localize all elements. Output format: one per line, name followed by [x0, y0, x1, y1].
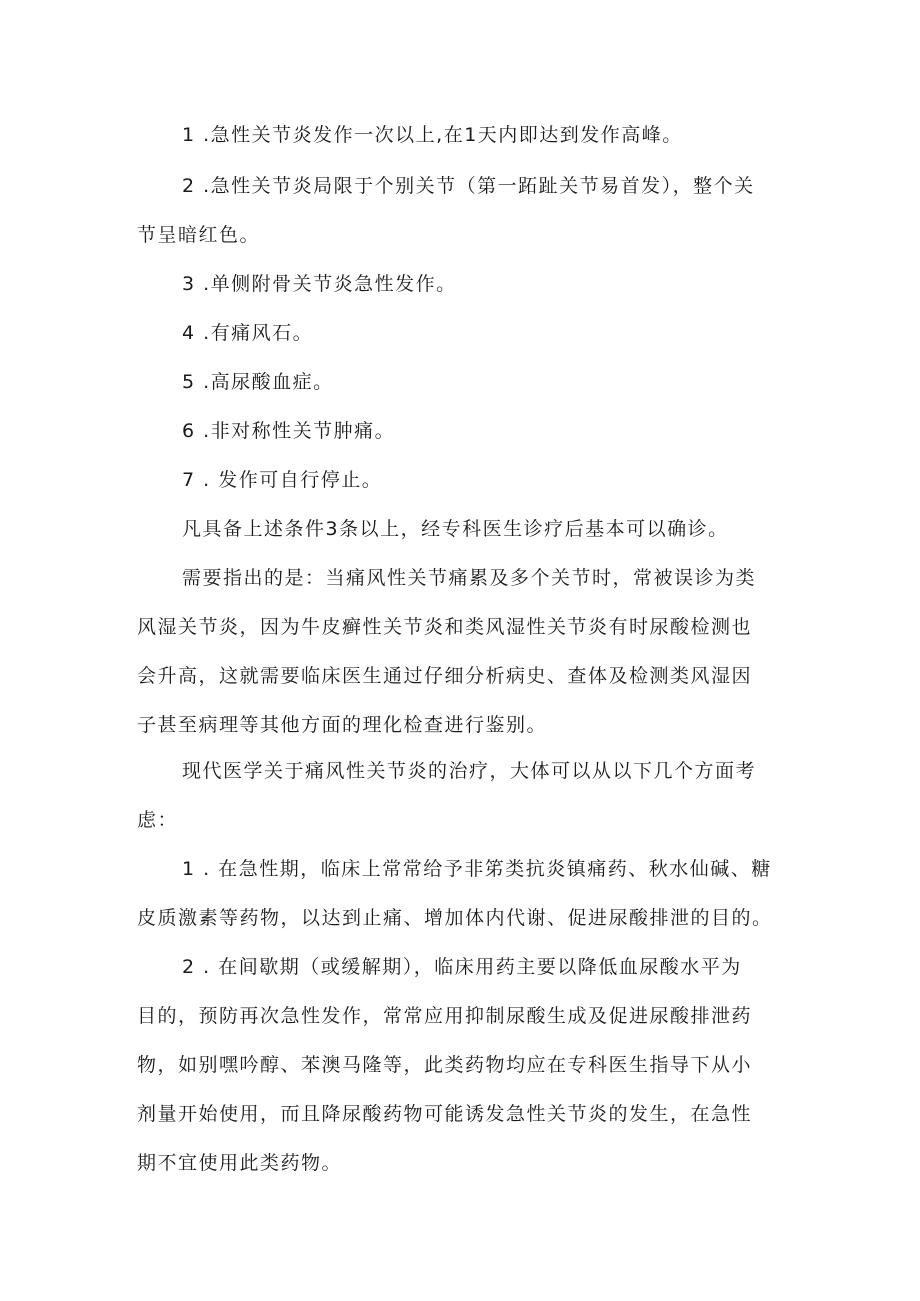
treatment-2-line-1: 2 . 在间歇期（或缓解期），临床用药主要以降低血尿酸水平为 [182, 956, 742, 978]
treatment-2-line-2: 目的，预防再次急性发作，常常应用抑制尿酸生成及促进尿酸排泄药 [137, 1005, 753, 1027]
criterion-6-line-1: 6 .非对称性关节肿痛。 [182, 420, 396, 442]
treatment-2-line-3: 物，如别嘿吟醇、苯澳马隆等，此类药物均应在专科医生指导下从小 [137, 1054, 753, 1076]
misdiagnosis-line-4: 子甚至病理等其他方面的理化检查进行鉴别。 [137, 714, 548, 736]
misdiagnosis-line-3: 会升高，这就需要临床医生通过仔细分析病史、查体及检测类风湿因 [137, 665, 753, 687]
criterion-2-line-1: 2 .急性关节炎局限于个别关节（第一跖趾关节易首发），整个关 [182, 175, 755, 197]
treatment-intro-line-2: 虑： [137, 809, 179, 831]
misdiagnosis-line-2: 风湿关节炎，因为牛皮癣性关节炎和类风湿性关节炎有时尿酸检测也 [137, 616, 753, 638]
criterion-7-line-1: 7 . 发作可自行停止。 [182, 469, 383, 491]
criterion-5-line-1: 5 .高尿酸血症。 [182, 371, 334, 393]
treatment-2-line-5: 期不宜使用此类药物。 [137, 1152, 343, 1174]
treatment-intro-line-1: 现代医学关于痛风性关节炎的治疗，大体可以从以下几个方面考 [182, 760, 757, 782]
criterion-1-line-1: 1 .急性关节炎发作一次以上,在1天内即达到发作高峰。 [182, 124, 683, 146]
treatment-1-line-2: 皮质激素等药物，以达到止痛、增加体内代谢、促进尿酸排泄的目的。 [137, 907, 773, 929]
criterion-3-line-1: 3 .单侧附骨关节炎急性发作。 [182, 273, 457, 295]
treatment-1-line-1: 1 . 在急性期，临床上常常给予非笫类抗炎镇痛药、秋水仙碱、糖 [182, 858, 772, 880]
criterion-4-line-1: 4 .有痛风石。 [182, 322, 314, 344]
diagnosis-note: 凡具备上述条件3条以上，经专科医生诊疗后基本可以确诊。 [182, 518, 729, 540]
treatment-2-line-4: 剂量开始使用，而且降尿酸药物可能诱发急性关节炎的发生，在急性 [137, 1103, 753, 1125]
criterion-2-line-2: 节呈暗红色。 [137, 224, 261, 246]
misdiagnosis-line-1: 需要指出的是：当痛风性关节痛累及多个关节时，常被误诊为类 [182, 567, 757, 589]
